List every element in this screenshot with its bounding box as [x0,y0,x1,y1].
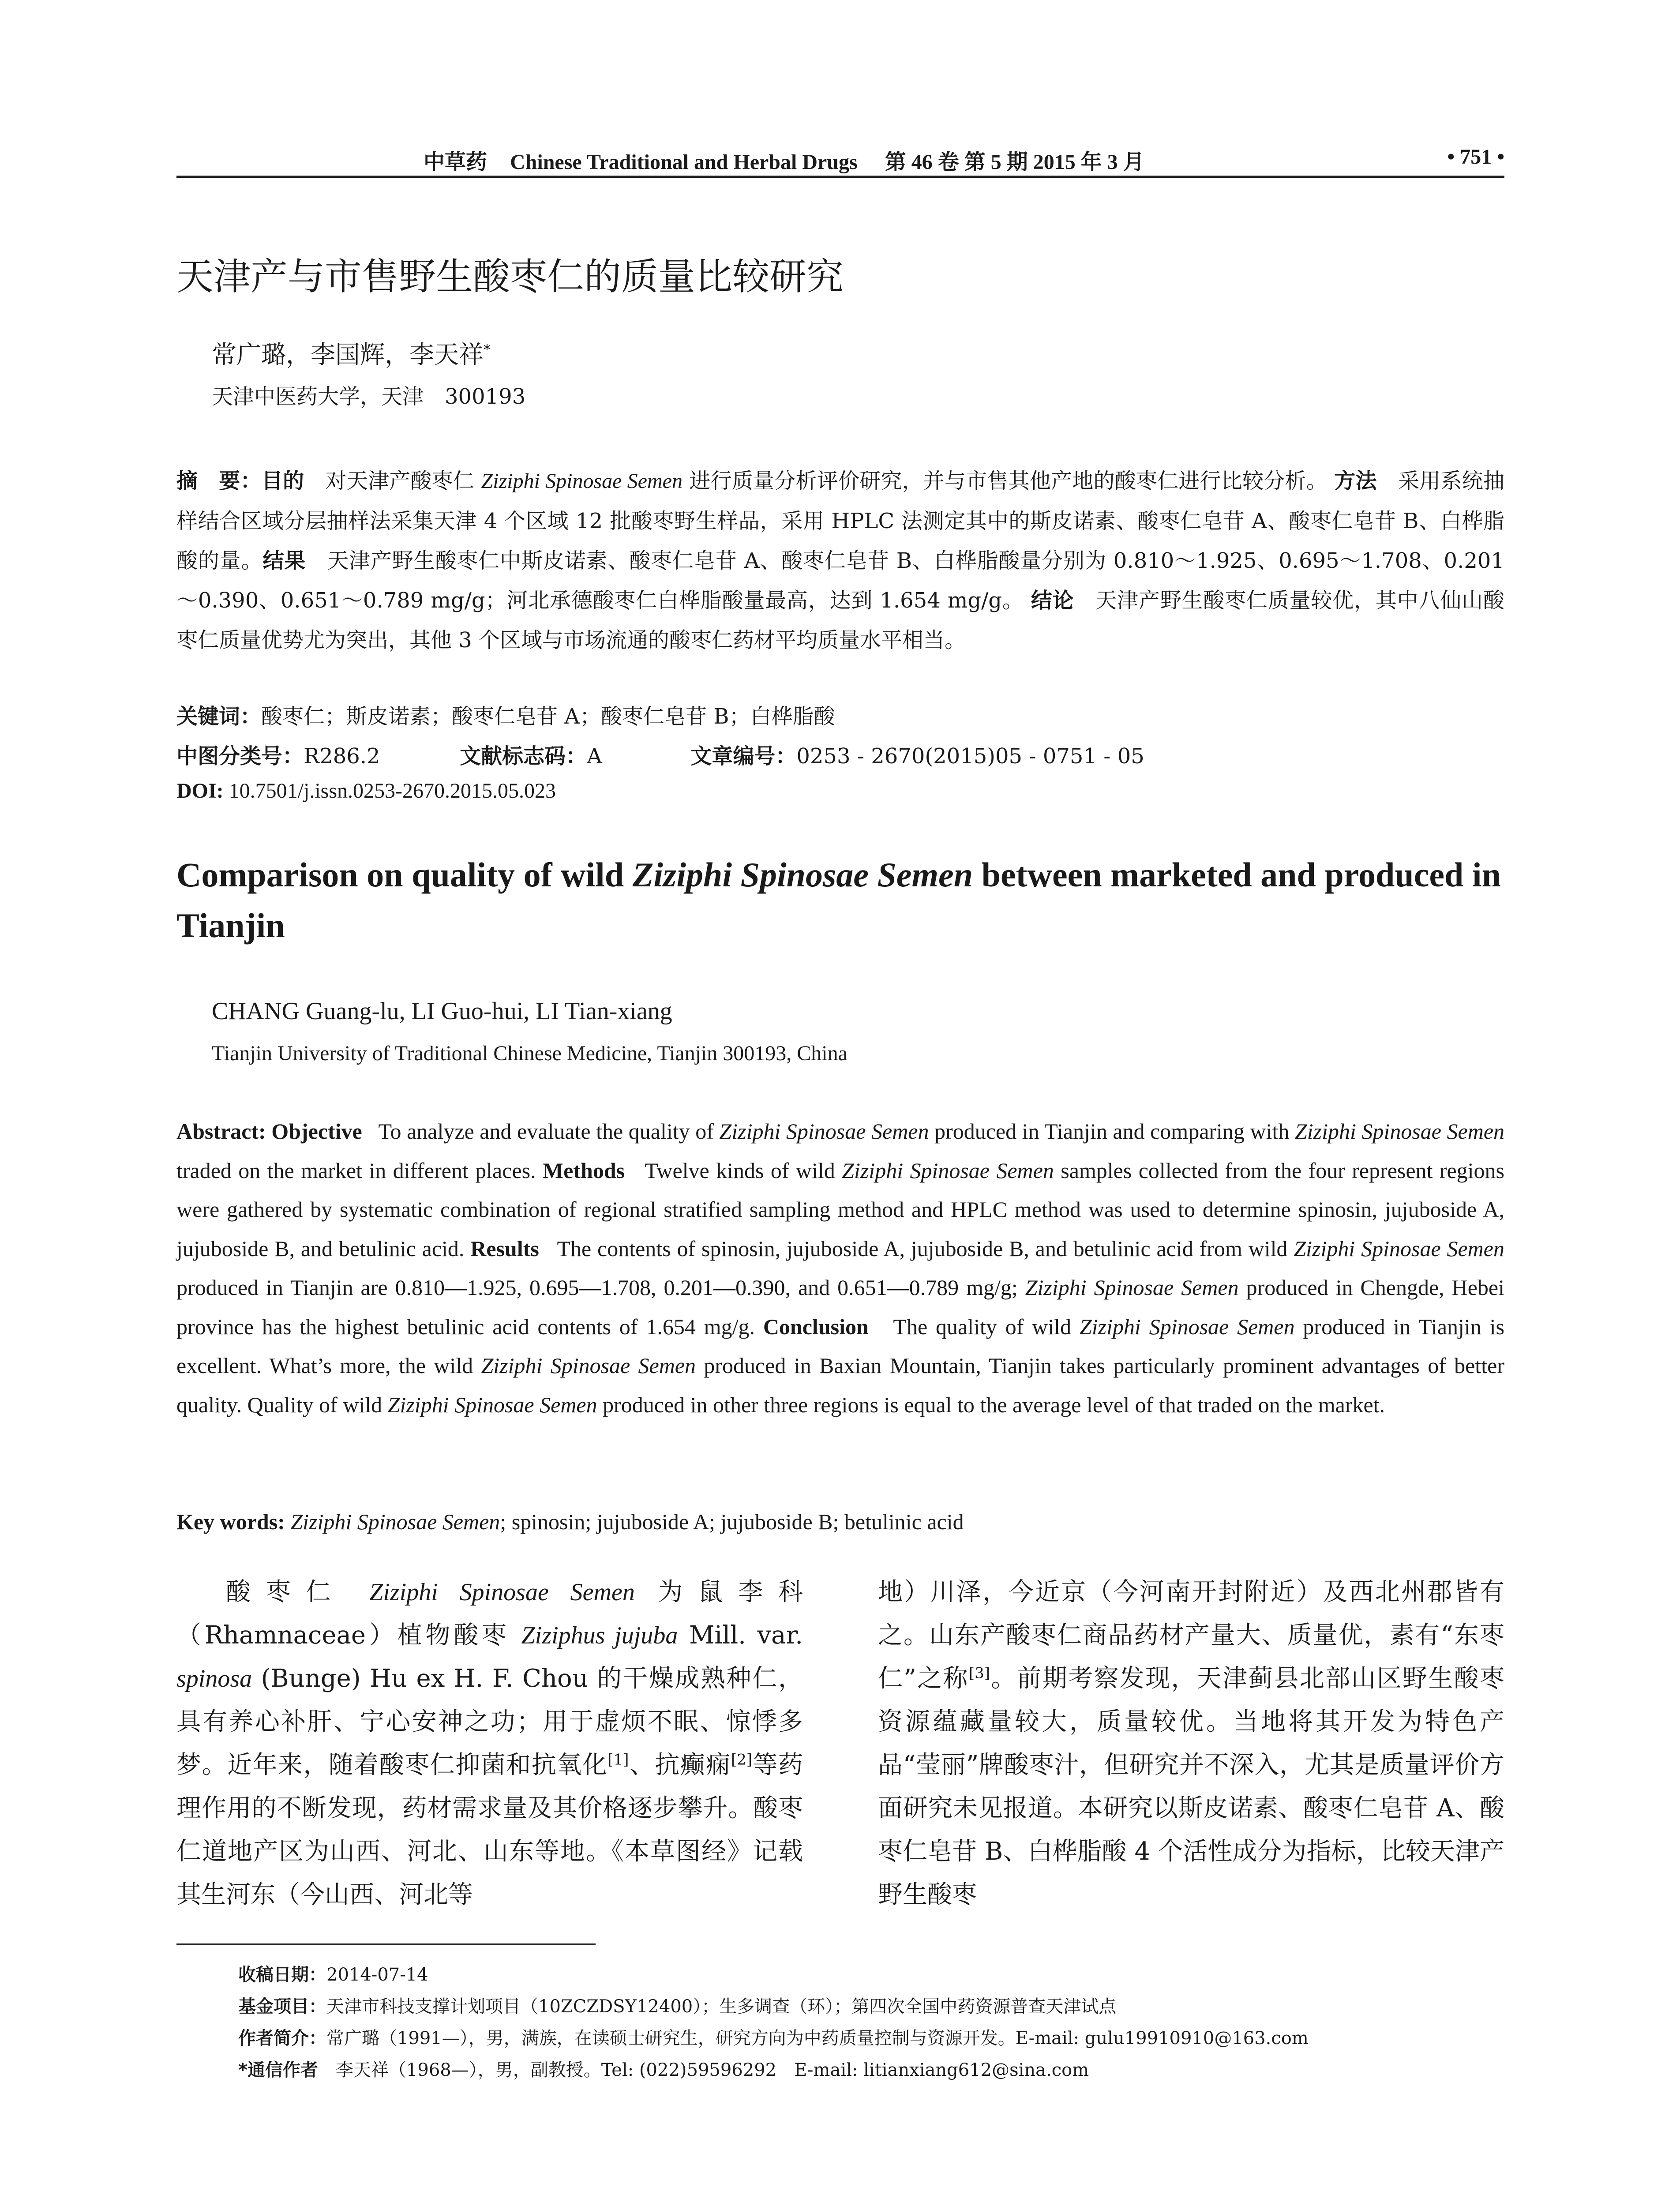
conclusion-text-en-3: produced in Baxian Mountain, Tianjin takes particularly prominent advantages of better quality. Quality of wild [176,1353,1504,1417]
footnote-divider [176,1943,596,1945]
classification-line [176,739,1144,769]
objective-label-cn: 目的 [261,469,304,493]
footnote-text: 李天祥（1968—），男，副教授。Tel: (022)59596292 E-mail: litianxiang612@sina.com [335,2060,1089,2080]
keywords-label-cn: 关键词： [176,704,262,729]
clc-value: R286.2 [304,744,380,769]
keywords-cn [176,699,835,730]
conclusion-text-en-2: produced in Tianjin is excellent. What’s more, the wild [176,1314,1504,1378]
body-text: 酸枣仁 [226,1578,370,1606]
footnote-label: 作者简介： [238,2028,326,2048]
latin-name: Ziziphi Spinosae Semen [1294,1119,1505,1144]
keywords-text-en: ; spinosin; jujuboside A; jujuboside B; betulinic acid [500,1509,964,1534]
conclusion-text-en-4: produced in other three regions is equal to the average level of that traded on the market. [597,1392,1385,1417]
footnote-funding [238,1991,1504,2022]
latin-name: Ziziphi Spinosae Semen [842,1158,1054,1183]
title-cn: 天津产与市售野生酸枣仁的质量比较研究 [176,255,844,298]
title-en [176,849,1504,951]
results-text-cn: 天津产野生酸枣仁中斯皮诺素、酸枣仁皂苷 A、酸枣仁皂苷 B、白桦脂酸量分别为 0.810～1.925、0.695～1.708、0.201～0.390、0.651～0.789 mg/g；河北承德酸枣仁白桦脂酸量最高，达到 1.654 mg/g。 [176,548,1504,613]
latin-name: Ziziphi Spinosae Semen [481,469,682,493]
doi-label: DOI: [176,779,224,803]
methods-label-en: Methods [542,1158,625,1183]
doi-value: 10.7501/j.issn.0253-2670.2015.05.023 [229,779,556,803]
latin-name: Ziziphi Spinosae Semen [1294,1236,1504,1261]
methods-text-en: Twelve kinds of wild [645,1158,842,1183]
body-column-right [878,1571,1504,1917]
latin-name: Ziziphi Spinosae Semen [387,1392,597,1417]
latin-name: Ziziphi Spinosae Semen [369,1579,635,1606]
abstract-label-en: Abstract: [176,1119,266,1144]
citation-ref[interactable]: [3] [968,1664,990,1682]
conclusion-label-en: Conclusion [763,1314,869,1339]
conclusion-text-en: The quality of wild [893,1314,1080,1339]
corresponding-mark: * [484,341,491,358]
objective-text-cn: 对天津产酸枣仁 [325,469,481,493]
footnote-author-bio [238,2022,1504,2054]
title-en-part-1: Comparison on quality of wild [176,855,633,894]
title-en-part-2: between marketed and produced in Tianjin [176,855,1501,945]
footnote-text: 2014-07-14 [326,1965,428,1985]
objective-text-en-3: traded on the market in different places. [176,1158,536,1183]
abstract-en [176,1112,1504,1424]
conclusion-label-cn: 结论 [1031,588,1074,613]
conclusion-text-cn: 天津产野生酸枣仁质量较优，其中八仙山酸枣仁质量优势尤为突出，其他 3 个区域与市场流通的酸枣仁药材平均质量水平相当。 [176,588,1504,653]
doc-code-label: 文献标志码： [460,744,587,769]
latin-name: Ziziphi Spinosae Semen [290,1509,500,1534]
latin-name: spinosa [176,1665,252,1692]
footnote-corresponding [238,2054,1504,2086]
latin-name: Ziziphus jujuba [521,1622,678,1649]
footnote-text: 天津市科技支撑计划项目（10ZCZDSY12400）；生多调查（环）；第四次全国中药资源普查天津试点 [326,1996,1117,2017]
doi-line [176,779,556,803]
clc-label: 中图分类号： [176,744,304,769]
affiliation-cn: 天津中医药大学，天津 300193 [212,384,526,409]
citation-ref[interactable]: [2] [731,1751,753,1769]
footnote-label: 基金项目： [238,1996,326,2017]
authors-cn [212,335,491,371]
latin-name: Ziziphi Spinosae Semen [481,1353,696,1378]
methods-label-cn: 方法 [1334,469,1377,493]
footnote-label: *通信作者 [238,2060,336,2080]
citation-ref[interactable]: [1] [608,1751,629,1769]
body-text: (Bunge) Hu ex H. F. Chou 的干燥成熟种仁，具有养心补肝、宁心安神之功；用于虚烦不眠、惊悸多梦。近年来，随着酸枣仁抑菌和抗氧化 [176,1664,803,1779]
keywords-label-en: Key words: [176,1509,285,1534]
article-no-label: 文章编号： [690,744,797,769]
abstract-label-cn: 摘 要： [176,469,262,493]
footnote-received [238,1959,1504,1991]
abstract-cn [176,461,1504,660]
article-no-value: 0253 - 2670(2015)05 - 0751 - 05 [796,744,1144,769]
journal-name-cn: 中草药 [424,150,488,174]
keywords-en [176,1509,964,1534]
latin-name: Ziziphi Spinosae Semen [1025,1275,1239,1300]
results-text-en-2: produced in Tianjin are 0.810—1.925, 0.695—1.708, 0.201—0.390, and 0.651—0.789 mg/g; [176,1275,1025,1300]
methods-text-cn: 采用系统抽样结合区域分层抽样法采集天津 4 个区域 12 批酸枣野生样品，采用 HPLC 法测定其中的斯皮诺素、酸枣仁皂苷 A、酸枣仁皂苷 B、白桦脂酸的量。 [176,469,1504,573]
issue-info: 第 46 卷 第 5 期 2015 年 3 月 [885,150,1144,174]
objective-text-cn-2: 进行质量分析评价研究，并与市售其他产地的酸枣仁进行比较分析。 [682,469,1328,493]
body-column-left [176,1571,803,1917]
keywords-text-cn: 酸枣仁；斯皮诺素；酸枣仁皂苷 A；酸枣仁皂苷 B；白桦脂酸 [261,704,835,729]
footnote-text: 常广璐（1991—），男，满族，在读硕士研究生，研究方向为中药质量控制与资源开发。E-mail: gulu19910910@163.com [326,2028,1309,2048]
doc-code-value: A [587,744,602,769]
body-text: 等药理作用的不断发现，药材需求量及其价格逐步攀升。酸枣仁道地产区为山西、河北、山东等地。《本草图经》记载其生河东（今山西、河北等 [176,1751,803,1909]
author-names-cn: 常广璐，李国辉，李天祥 [212,341,484,369]
body-text: 。前期考察发现，天津蓟县北部山区野生酸枣资源蕴藏量较大，质量较优。当地将其开发为特色产品“莹丽”牌酸枣汁，但研究并不深入，尤其是质量评价方面研究未见报道。本研究以斯皮诺素、酸枣仁皂苷 A、酸枣仁皂苷 B、白桦脂酸 4 个活性成分为指标，比较天津产野生酸枣 [878,1664,1504,1909]
journal-info [424,145,1144,175]
objective-label-en: Objective [271,1119,362,1144]
body-text: Mill. var. [678,1621,803,1650]
body-text: 为鼠李科（Rhamnaceae）植物酸枣 [176,1578,803,1650]
results-text-en-3: produced in Chengde, Hebei province has the highest betulinic acid contents of 1.654 mg/g. [176,1275,1505,1339]
footnotes [238,1959,1504,2086]
methods-text-en-2: samples collected from the four represent regions were gathered by systematic combination of regional stratified sampling method and HPLC method was used to determine spinosin, jujuboside A, jujuboside B, and betulinic acid. [176,1158,1505,1261]
affiliation-en: Tianjin University of Traditional Chinese Medicine, Tianjin 300193, China [212,1042,848,1065]
running-header [176,140,1504,178]
results-label-en: Results [470,1236,539,1261]
authors-en: CHANG Guang-lu, LI Guo-hui, LI Tian-xiang [212,998,672,1025]
body-text: 地）川泽，今近京（今河南开封附近）及西北州郡皆有之。山东产酸枣仁商品药材产量大、质量优，素有“东枣仁”之称 [878,1578,1504,1693]
latin-name: Ziziphi Spinosae Semen [1079,1314,1295,1339]
journal-name-en: Chinese Traditional and Herbal Drugs [510,150,858,174]
footnote-label: 收稿日期： [238,1965,326,1985]
title-en-latin: Ziziphi Spinosae Semen [632,855,973,894]
body-text: 、抗癫痫 [629,1751,731,1779]
latin-name: Ziziphi Spinosae Semen [719,1119,929,1144]
page-number: • 751 • [1447,145,1504,169]
objective-text-en-2: produced in Tianjin and comparing with [929,1119,1295,1144]
objective-text-en: To analyze and evaluate the quality of [378,1119,720,1144]
results-text-en: The contents of spinosin, jujuboside A, jujuboside B, and betulinic acid from wild [557,1236,1294,1261]
results-label-cn: 结果 [262,548,306,573]
